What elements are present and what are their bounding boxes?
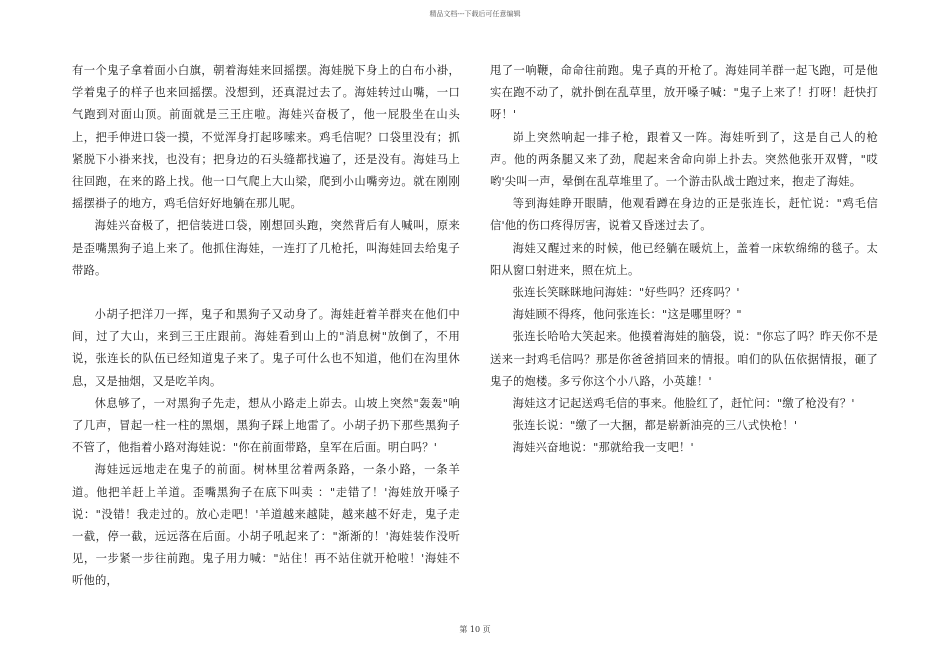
paragraph: 海娃兴奋地说："那就给我一支吧！' xyxy=(512,441,694,455)
paragraph: 张连长笑眯眯地问海娃："好些吗？还疼吗？' xyxy=(512,286,740,300)
paragraph: 海娃又醒过来的时候，他已经躺在暖炕上，盖着一床软绵绵的毯子。太阳从窗口射进来，照在炕上。 xyxy=(490,241,878,277)
paragraph: 海娃远远地走在鬼子的前面。树林里岔着两条路，一条小路，一条羊道。他把羊赶上羊道。歪嘴黑狗子在底下叫卖 ："走错了！'海娃放开嗓子说："没错！我走过的。放心走吧！'羊道越来越陡，越来越不好走，鬼子走一截，停一截，远远落在后面。小胡子吼起来了："渐渐的！'海娃装作没听见，一步紧一步往前跑。鬼子用力喊："站住！再不站住就开枪啦！'海娃不听他的， xyxy=(72,463,460,588)
paragraph: 甩了一响鞭，命命往前跑。鬼子真的开枪了。海娃同羊群一起飞跑，可是他实在跑不动了，就扑倒在乱草里，放开嗓子喊："鬼子上来了！打呀！赶快打呀！' xyxy=(490,64,878,122)
paragraph: 有一个鬼子拿着面小白旗，朝着海娃来回摇摆。海娃脱下身上的白布小褂，学着鬼子的样子也来回摇摆。没想到，还真混过去了。海娃转过山嘴，一口气跑到对面山顶。前面就是三王庄啦。海娃兴奋极了，他一屁股坐在山头上，把手伸进口袋一摸，不觉浑身打起哆嗦来。鸡毛信呢？口袋里没有；抓紧脱下小褂来找，也没有；把身边的石头缝都找遍了，还是没有。海娃马上往回跑，在来的路上找。他一口气爬上大山梁，爬到小山嘴旁边。就在刚刚摇摆褂子的地方，鸡毛信好好地躺在那儿呢。 xyxy=(72,64,460,211)
paragraph: 张连长哈哈大笑起来。他摸着海娃的脑袋，说："你忘了吗？昨天你不是送来一封鸡毛信吗？那是你爸爸捎回来的情报。咱们的队伍依据情报，砸了鬼子的炮楼。多亏你这个小八路，小英雄！' xyxy=(490,330,878,388)
paragraph: 张连长说："缴了一大捆，都是崭新油亮的三八式快枪！' xyxy=(512,419,798,433)
paragraph: 海娃这才记起送鸡毛信的事来。他脸红了，赶忙问："缴了枪没有？' xyxy=(512,397,855,411)
paragraph: 等到海娃睁开眼睛，他观看蹲在身边的正是张连长，赶忙说："鸡毛信信'他的伤口疼得厉害，说着又昏迷过去了。 xyxy=(490,197,878,233)
paragraph-gap xyxy=(72,282,460,304)
left-text-column xyxy=(72,60,460,593)
right-text-column xyxy=(490,60,878,460)
page-number: 第 10 页 xyxy=(459,625,491,634)
paragraph: 海娃兴奋极了，把信装进口袋，刚想回头跑，突然背后有人喊叫，原来是歪嘴黑狗子追上来了。他抓住海娃，一连打了几枪托，叫海娃回去给鬼子带路。 xyxy=(72,219,460,277)
page-header: 精品文档---下载后可任意编辑 xyxy=(429,10,521,18)
paragraph: 海娃顾不得疼，他问张连长："这是哪里呀？" xyxy=(512,308,742,322)
paragraph: 休息够了，一对黑狗子先走，想从小路走上峁去。山坡上突然"轰轰"响了几声，冒起一柱一柱的黑烟，黑狗子踩上地雷了。小胡子扔下那些黑狗子不管了，他指着小路对海娃说："你在前面带路，皇军在后面。明白吗？' xyxy=(72,396,460,455)
paragraph: 小胡子把洋刀一挥，鬼子和黑狗子又动身了。海娃赶着羊群夹在他们中间，过了大山，来到三王庄跟前。海娃看到山上的"消息树"放倒了，不用说，张连长的队伍已经知道鬼子来了。鬼子可什么也不知道，他们在沟里休息，又是抽烟，又是吃羊肉。 xyxy=(72,308,460,388)
paragraph: 峁上突然响起一排子枪，跟着又一阵。海娃听到了，这是自己人的枪声。他的两条腿又来了劲，爬起来舍命向峁上扑去。突然他张开双臂，"哎哟'尖叫一声，晕倒在乱草堆里了。一个游击队战士跑过来，抱走了海娃。 xyxy=(490,130,878,189)
